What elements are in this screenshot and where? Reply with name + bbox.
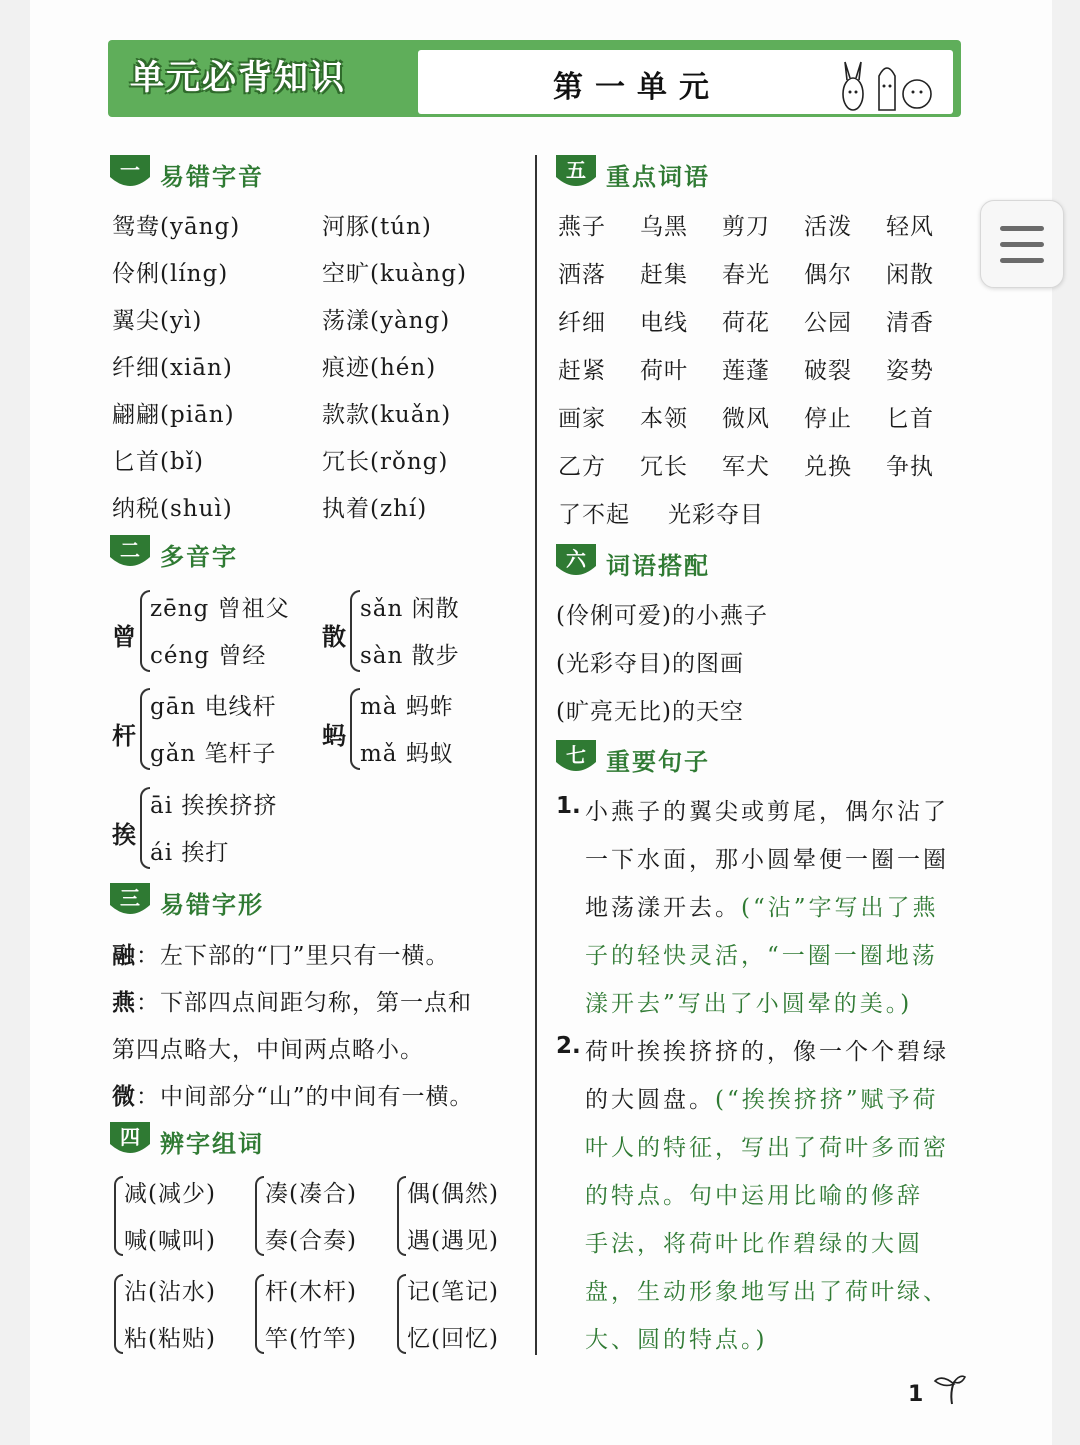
list-item: (光彩夺目)的图画	[556, 651, 744, 677]
word: 了不起	[558, 502, 630, 528]
glyph-text: 左下部的“冂”里只有一横。	[160, 943, 450, 969]
list-item: 竿(竹竿)	[265, 1326, 357, 1352]
svg-text:二: 二	[120, 538, 140, 562]
menu-button[interactable]	[980, 200, 1064, 288]
word: 停止	[804, 406, 852, 432]
glyph-note: 融：左下部的“冂”里只有一横。	[112, 942, 450, 969]
word: 光彩夺目	[668, 502, 764, 528]
sentence-line	[585, 889, 939, 922]
glyph-note: 微：中间部分“山”的中间有一横。	[112, 1083, 474, 1110]
sentence-analysis: 大、圆的特点。)	[585, 1327, 768, 1353]
list-item: 杆(木杆)	[265, 1279, 357, 1305]
header-badge-title: 单元必背知识	[130, 58, 346, 98]
word: 轻风	[886, 214, 934, 240]
hamburger-menu-icon-bar	[1000, 242, 1044, 247]
word: 荷叶	[640, 358, 688, 384]
list-item: 凑(凑合)	[265, 1181, 357, 1207]
polyphone-line: ái 挨打	[150, 840, 230, 866]
sentence-line: 荷叶挨挨挤挤的，像一个个碧绿	[585, 1039, 949, 1065]
word: 荷花	[722, 310, 770, 336]
word: 公园	[804, 310, 852, 336]
list-item: 纳税(shuì)	[112, 496, 233, 522]
list-item: 喊(喊叫)	[124, 1228, 216, 1254]
unit-title-box	[418, 50, 953, 114]
list-item: 执着(zhí)	[322, 496, 428, 522]
word: 莲蓬	[722, 358, 770, 384]
word: 破裂	[804, 358, 852, 384]
sentence-line: 小燕子的翼尖或剪尾，偶尔沾了	[585, 799, 949, 825]
glyph-text: 下部四点间距匀称，第一点和	[160, 990, 472, 1016]
sprout-icon	[932, 1372, 966, 1406]
svg-text:七: 七	[566, 743, 586, 767]
word: 洒落	[558, 262, 606, 288]
sentence-analysis: 盘，生动形象地写出了荷叶绿、	[585, 1279, 949, 1305]
list-item: 记(笔记)	[407, 1279, 499, 1305]
list-item: 鸳鸯(yāng)	[112, 214, 241, 240]
word: 清香	[886, 310, 934, 336]
word: 电线	[640, 310, 688, 336]
glyph-char: 微	[112, 1083, 136, 1110]
list-item: 减(减少)	[124, 1181, 216, 1207]
list-item: 忆(回忆)	[407, 1326, 499, 1352]
list-item: 荡漾(yàng)	[322, 308, 451, 334]
list-item: 款款(kuǎn)	[322, 402, 452, 428]
polyphone-line: sàn 散步	[360, 643, 460, 669]
polyphone-line: mǎ 蚂蚁	[360, 741, 454, 767]
polyphone-line: āi 挨挨挤挤	[150, 793, 278, 819]
hamburger-menu-icon	[1000, 226, 1044, 231]
header-banner	[108, 40, 961, 117]
polyphone-line: zēng 曾祖父	[150, 596, 290, 622]
brace	[350, 590, 360, 672]
section-title: 辨字组词	[160, 1130, 264, 1158]
word: 燕子	[558, 214, 606, 240]
word: 争执	[886, 454, 934, 480]
polyphone-line: sǎn 闲散	[360, 596, 460, 622]
section-badge-icon	[110, 535, 150, 571]
list-item: 河豚(tún)	[322, 214, 432, 240]
section-badge-icon	[556, 155, 596, 191]
section-badge-icon	[110, 1122, 150, 1158]
svg-text:六: 六	[566, 547, 586, 571]
brace	[140, 590, 150, 672]
word: 春光	[722, 262, 770, 288]
section-badge-icon	[110, 883, 150, 919]
sentence-analysis: 叶人的特征，写出了荷叶多而密	[585, 1135, 949, 1161]
word: 画家	[558, 406, 606, 432]
sentence-analysis: (“沾”字写出了燕	[741, 895, 939, 921]
svg-text:四: 四	[120, 1125, 140, 1149]
list-item: 翩翩(piān)	[112, 402, 235, 428]
list-item: 偶(偶然)	[407, 1181, 499, 1207]
svg-text:三: 三	[120, 886, 140, 910]
list-item: 纤细(xiān)	[112, 355, 233, 381]
word: 赶紧	[558, 358, 606, 384]
polyphone-char: 散	[322, 623, 346, 651]
section-title: 词语搭配	[606, 552, 710, 580]
sentence-text: 地荡漾开去。	[585, 895, 741, 921]
word: 微风	[722, 406, 770, 432]
sentence-number: 2.	[556, 1033, 581, 1059]
brace	[140, 688, 150, 770]
sentence-analysis: 手法，将荷叶比作碧绿的大圆	[585, 1231, 923, 1257]
polyphone-char: 杆	[112, 722, 136, 750]
polyphone-line: mà 蚂蚱	[360, 694, 454, 720]
section-badge-icon	[556, 544, 596, 580]
list-item: 空旷(kuàng)	[322, 261, 467, 287]
sentence-line	[585, 1081, 939, 1114]
unit-title: 第一单元	[553, 70, 721, 105]
word: 本领	[640, 406, 688, 432]
glyph-note: 第四点略大，中间两点略小。	[112, 1037, 424, 1063]
sentence-analysis: 漾开去”写出了小圆晕的美。)	[585, 991, 913, 1017]
sentence-analysis: 的特点。句中运用比喻的修辞	[585, 1183, 923, 1209]
header-badge	[122, 48, 407, 108]
brace	[350, 688, 360, 770]
list-item: 匕首(bǐ)	[112, 449, 205, 475]
word: 纤细	[558, 310, 606, 336]
sentence-analysis: (“挨挨挤挤”赋予荷	[715, 1087, 939, 1113]
word: 乙方	[558, 454, 606, 480]
polyphone-line: gān 电线杆	[150, 694, 277, 720]
section-title: 重点词语	[606, 163, 710, 191]
section-title: 易错字形	[160, 891, 264, 919]
word: 活泼	[804, 214, 852, 240]
polyphone-char: 蚂	[322, 722, 346, 750]
glyph-text: 中间部分“山”的中间有一横。	[160, 1084, 474, 1110]
brace	[255, 1176, 264, 1256]
section-badge-icon	[110, 155, 150, 191]
word: 偶尔	[804, 262, 852, 288]
brace	[397, 1176, 406, 1256]
list-item: 遇(遇见)	[407, 1228, 499, 1254]
section-badge-icon	[556, 740, 596, 776]
list-item: (伶俐可爱)的小燕子	[556, 603, 768, 629]
svg-text:一: 一	[120, 158, 140, 182]
word: 闲散	[886, 262, 934, 288]
glyph-char: 融	[112, 942, 136, 969]
brace	[255, 1274, 264, 1354]
sentence-text: 的大圆盘。	[585, 1087, 715, 1113]
list-item: 翼尖(yì)	[112, 308, 203, 334]
sentence-analysis: 子的轻快灵活，“一圈一圈地荡	[585, 943, 938, 969]
sentence-number: 1.	[556, 793, 581, 819]
glyph-char: 燕	[112, 989, 136, 1016]
list-item: 粘(粘贴)	[124, 1326, 216, 1352]
word: 乌黑	[640, 214, 688, 240]
column-divider	[535, 155, 537, 1355]
word: 冗长	[640, 454, 688, 480]
list-item: 痕迹(hén)	[322, 355, 437, 381]
polyphone-line: céng 曾经	[150, 643, 267, 669]
sentence-line: 一下水面，那小圆晕便一圈一圈	[585, 847, 949, 873]
word: 赶集	[640, 262, 688, 288]
section-title: 易错字音	[160, 163, 264, 191]
list-item: 沾(沾水)	[124, 1279, 216, 1305]
polyphone-char: 曾	[112, 623, 136, 651]
list-item: (旷亮无比)的天空	[556, 699, 744, 725]
svg-text:五: 五	[566, 158, 586, 182]
brace	[114, 1274, 123, 1354]
brace	[140, 787, 150, 869]
hamburger-menu-icon-bar	[1000, 258, 1044, 263]
word: 剪刀	[722, 214, 770, 240]
word: 军犬	[722, 454, 770, 480]
section-title: 重要句子	[606, 748, 710, 776]
polyphone-line: gǎn 笔杆子	[150, 741, 277, 767]
glyph-note: 燕：下部四点间距匀称，第一点和	[112, 989, 472, 1016]
list-item: 冗长(rǒng)	[322, 449, 449, 475]
page-number: 1	[908, 1382, 924, 1407]
list-item: 奏(合奏)	[265, 1228, 357, 1254]
word: 兑换	[804, 454, 852, 480]
brace	[397, 1274, 406, 1354]
list-item: 伶俐(líng)	[112, 261, 229, 287]
brace	[114, 1176, 123, 1256]
section-title: 多音字	[160, 543, 238, 571]
polyphone-char: 挨	[112, 821, 136, 849]
word: 匕首	[886, 406, 934, 432]
animal-mascots-icon	[839, 56, 939, 116]
word: 姿势	[886, 358, 934, 384]
